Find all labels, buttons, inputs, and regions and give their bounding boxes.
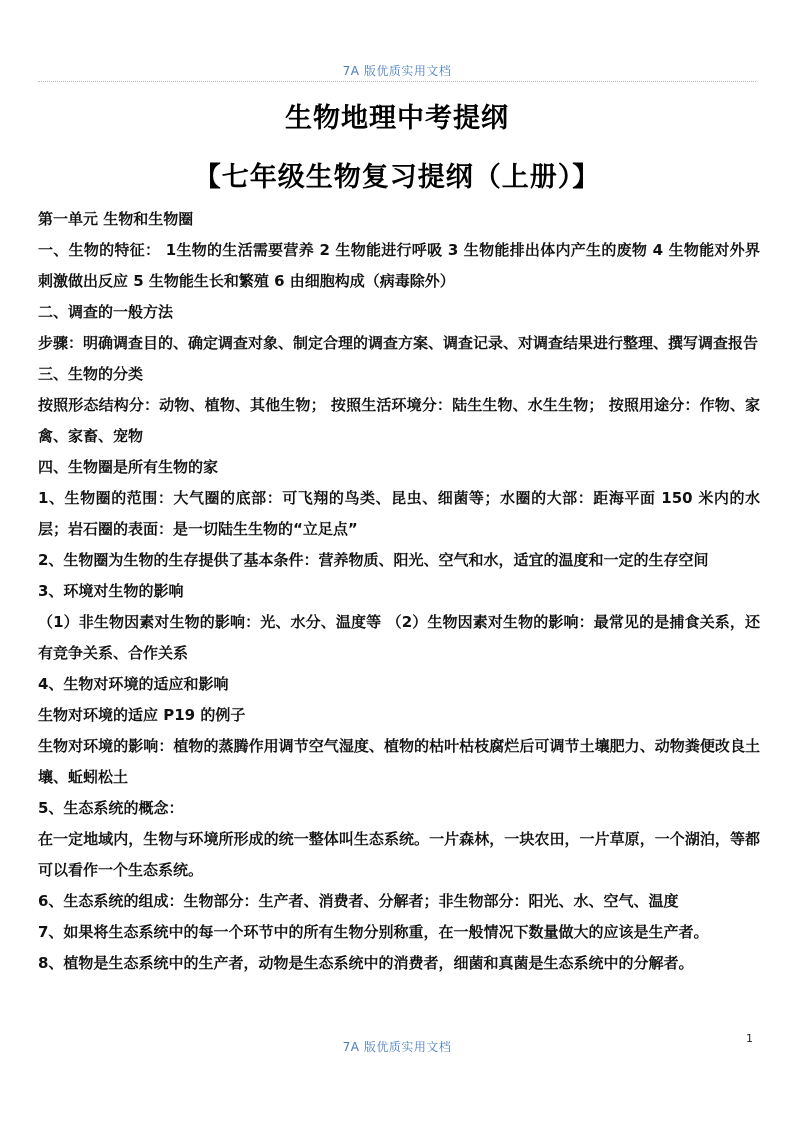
paragraph-ecosystem-concept-heading: 5、生态系统的概念： — [38, 799, 184, 817]
document-body — [38, 204, 760, 979]
paragraph-biosphere-conditions: 2、生物圈为生物的生存提供了基本条件：营养物质、阳光、空气和水，适宜的温度和一定的生存空间 — [38, 551, 709, 569]
paragraph-ecosystem-concept: 在一定地域内，生物与环境所形成的统一整体叫生态系统。一片森林，一块农田，一片草原，一个湖泊，等都可以看作一个生态系统。 — [38, 830, 760, 879]
paragraph-producer-weight: 7、如果将生态系统中的每一个环节中的所有生物分别称重，在一般情况下数量做大的应该是生产者。 — [38, 923, 709, 941]
paragraph-environment-factors: （1）非生物因素对生物的影响：光、水分、温度等 （2）生物因素对生物的影响：最常见的是捕食关系，还有竞争关系、合作关系 — [38, 613, 760, 662]
header-divider — [38, 81, 756, 82]
page-number: 1 — [746, 1032, 753, 1045]
section-heading-survey: 二、调查的一般方法 — [38, 303, 174, 321]
paragraph-adaptation-example: 生物对环境的适应 P19 的例子 — [38, 706, 246, 724]
paragraph-biosphere-range: 1、生物圈的范围：大气圈的底部：可飞翔的鸟类、昆虫、细菌等；水圈的大部：距海平面 150 米内的水层；岩石圈的表面：是一切陆生生物的“立足点” — [38, 489, 760, 538]
section-heading-classification: 三、生物的分类 — [38, 365, 144, 383]
paragraph-characteristics: 一、生物的特征： 1生物的生活需要营养 2 生物能进行呼吸 3 生物能排出体内产生的废物 4 生物能对外界刺激做出反应 5 生物能生长和繁殖 6 由细胞构成（病毒除外） — [38, 241, 760, 290]
paragraph-survey-steps: 步骤：明确调查目的、确定调查对象、制定合理的调查方案、调查记录、对调查结果进行整理、撰写调查报告 — [38, 334, 759, 352]
paragraph-adaptation-heading: 4、生物对环境的适应和影响 — [38, 675, 229, 693]
header-watermark: 7A 版优质实用文档 — [342, 64, 452, 78]
paragraph-environment-heading: 3、环境对生物的影响 — [38, 582, 184, 600]
section-heading-unit-1: 第一单元 生物和生物圈 — [38, 210, 194, 228]
paragraph-ecosystem-composition: 6、生态系统的组成：生物部分：生产者、消费者、分解者；非生物部分：阳光、水、空气、温度 — [38, 892, 679, 910]
document-subtitle: 【七年级生物复习提纲（上册）】 — [193, 162, 601, 193]
document-title: 生物地理中考提纲 — [285, 103, 509, 134]
paragraph-classification: 按照形态结构分：动物、植物、其他生物； 按照生活环境分：陆生生物、水生生物； 按照用途分：作物、家禽、家畜、宠物 — [38, 396, 760, 445]
footer-watermark: 7A 版优质实用文档 — [342, 1040, 452, 1054]
section-heading-biosphere: 四、生物圈是所有生物的家 — [38, 458, 219, 476]
paragraph-ecosystem-roles: 8、植物是生态系统中的生产者，动物是生态系统中的消费者，细菌和真菌是生态系统中的分解者。 — [38, 954, 694, 972]
paragraph-organism-impact: 生物对环境的影响：植物的蒸腾作用调节空气湿度、植物的枯叶枯枝腐烂后可调节土壤肥力、动物粪便改良土壤、蚯蚓松土 — [38, 737, 760, 786]
